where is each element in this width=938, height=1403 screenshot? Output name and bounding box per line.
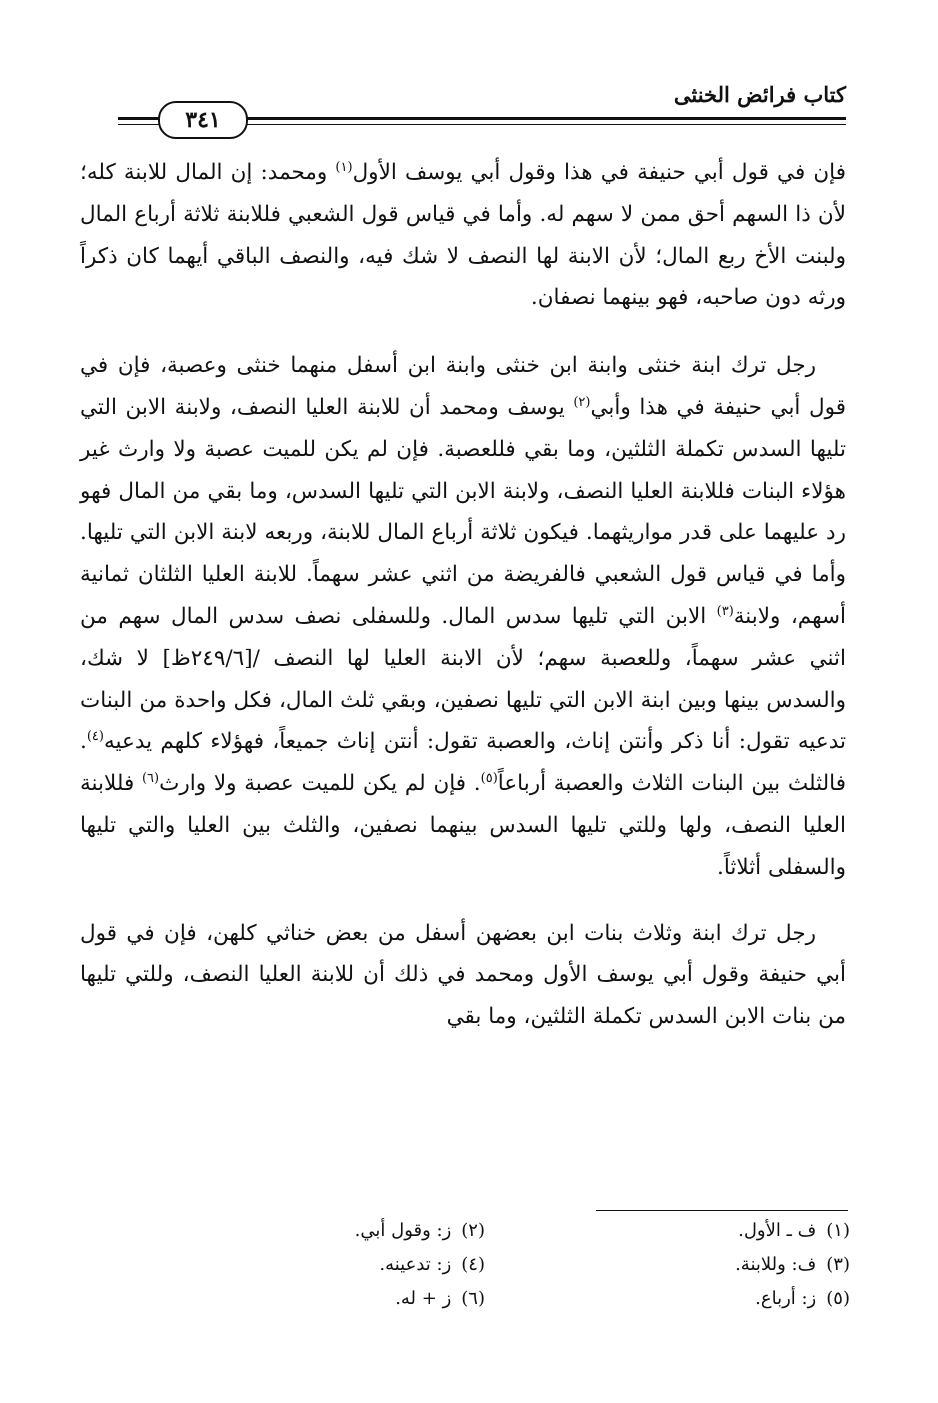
text-segment: رجل ترك ابنة وثلاث بنات ابن بعضهن أسفل من بعض خناثي كلهن، فإن في قول أبي حنيفة وقول أبي يوسف الأول ومحمد في ذلك أن للابنة العليا النصف، وللتي تليها من بنات الابن السدس تكملة الثلثين، وما بقي (80, 920, 846, 1030)
footnote-number: (٣) (826, 1254, 850, 1275)
footnote-text: ف ـ الأول. (738, 1220, 817, 1241)
paragraph-3 (80, 913, 846, 1038)
footnote-3 (525, 1252, 850, 1278)
text-segment: . فإن لم يكن للميت عصبة ولا وارث (159, 771, 481, 797)
footnote-number: (٥) (826, 1288, 850, 1309)
page-number: ٣٤١ (158, 101, 248, 139)
footnote-ref-1: (١) (335, 159, 353, 175)
footnote-text: ز: تدعينه. (379, 1254, 452, 1275)
footnote-6 (160, 1286, 485, 1312)
footnote-ref-4: (٤) (86, 729, 104, 745)
running-title: كتاب فرائض الخنثى (673, 82, 846, 107)
text-segment: ومحمد: إن المال للابنة كله؛ لأن ذا السهم أحق ممن لا سهم له. وأما في قياس قول الشعبي فللابنة ثلاثة أرباع المال ولبنت الأخ ربع المال؛ لأن الابنة لها النصف لا شك فيه، والنصف الباقي أيهما كان ذكراً ورثه دون صاحبه، فهو بينهما نصفان. (80, 160, 846, 311)
footnotes (160, 1218, 850, 1312)
footnote-ref-2: (٢) (573, 394, 591, 410)
footnote-number: (٢) (461, 1220, 485, 1241)
text-segment: رجل ترك ابنة خنثى وابنة ابن خنثى وابنة ابن أسفل منهما خنثى وعصبة، فإن في قول أبي حنيفة في هذا وأبي (80, 353, 846, 420)
footnote-number: (١) (826, 1220, 850, 1241)
text-segment: فللابنة العليا النصف، ولها وللتي تليها السدس بينهما نصفين، والثلث بين العليا والتي تليها والسفلى أثلاثاً. (80, 771, 846, 880)
main-text (80, 152, 846, 1038)
paragraph-1 (80, 152, 846, 319)
footnote-separator (596, 1210, 848, 1211)
paragraph-2 (80, 345, 846, 888)
text-segment: يوسف ومحمد أن للابنة العليا النصف، ولابنة الابن التي تليها السدس تكملة الثلثين، وما بقي فللعصبة. فإن لم يكن للميت عصبة ولا وارث غير هؤلاء البنات فللابنة العليا النصف، ولابنة الابن التي تليها السدس، وما بقي من المال فهو رد عليهما على قدر مواريثهما. فيكون ثلاثة أرباع المال للابنة، وربعه لابنة الابن التي تليها. وأما في قياس قول الشعبي فالفريضة من اثني عشر سهماً. للابنة العليا الثلثان ثمانية أسهم، ولابنة (80, 394, 847, 629)
footnote-text: ز: وقول أبي. (354, 1220, 452, 1241)
footnote-number: (٤) (461, 1254, 485, 1275)
footnote-text: ز + له. (395, 1288, 452, 1309)
footnote-text: ز: أرباع. (755, 1288, 817, 1309)
text-segment: . فالثلث بين البنات الثلاث والعصبة أرباعاً (80, 729, 846, 797)
footnote-ref-3: (٣) (716, 603, 734, 619)
footnote-ref-5: (٥) (480, 771, 498, 786)
footnote-number: (٦) (461, 1288, 485, 1309)
footnote-4 (160, 1252, 485, 1278)
footnote-ref-6: (٦) (141, 771, 160, 786)
footnote-1 (525, 1218, 850, 1244)
footnote-text: ف: وللابنة. (735, 1254, 817, 1275)
footnote-5 (525, 1286, 850, 1312)
footnote-2 (160, 1218, 485, 1244)
text-segment: الابن التي تليها سدس المال. وللسفلى نصف سدس المال سهم من اثني عشر سهماً، وللعصبة سهم؛ لأن الابنة العليا لها النصف /[٢٤٩/٦ظ] لا شك، والسدس بينها وبين ابنة الابن التي تليها نصفين، وبقي ثلث المال، فكل واحدة من البنات تدعيه تقول: أنا ذكر وأنتن إناث، والعصبة تقول: أنتن إناث جميعاً، فهؤلاء كلهم يدعيه (80, 603, 846, 755)
text-segment: فإن في قول أبي حنيفة في هذا وقول أبي يوسف الأول (352, 160, 846, 185)
